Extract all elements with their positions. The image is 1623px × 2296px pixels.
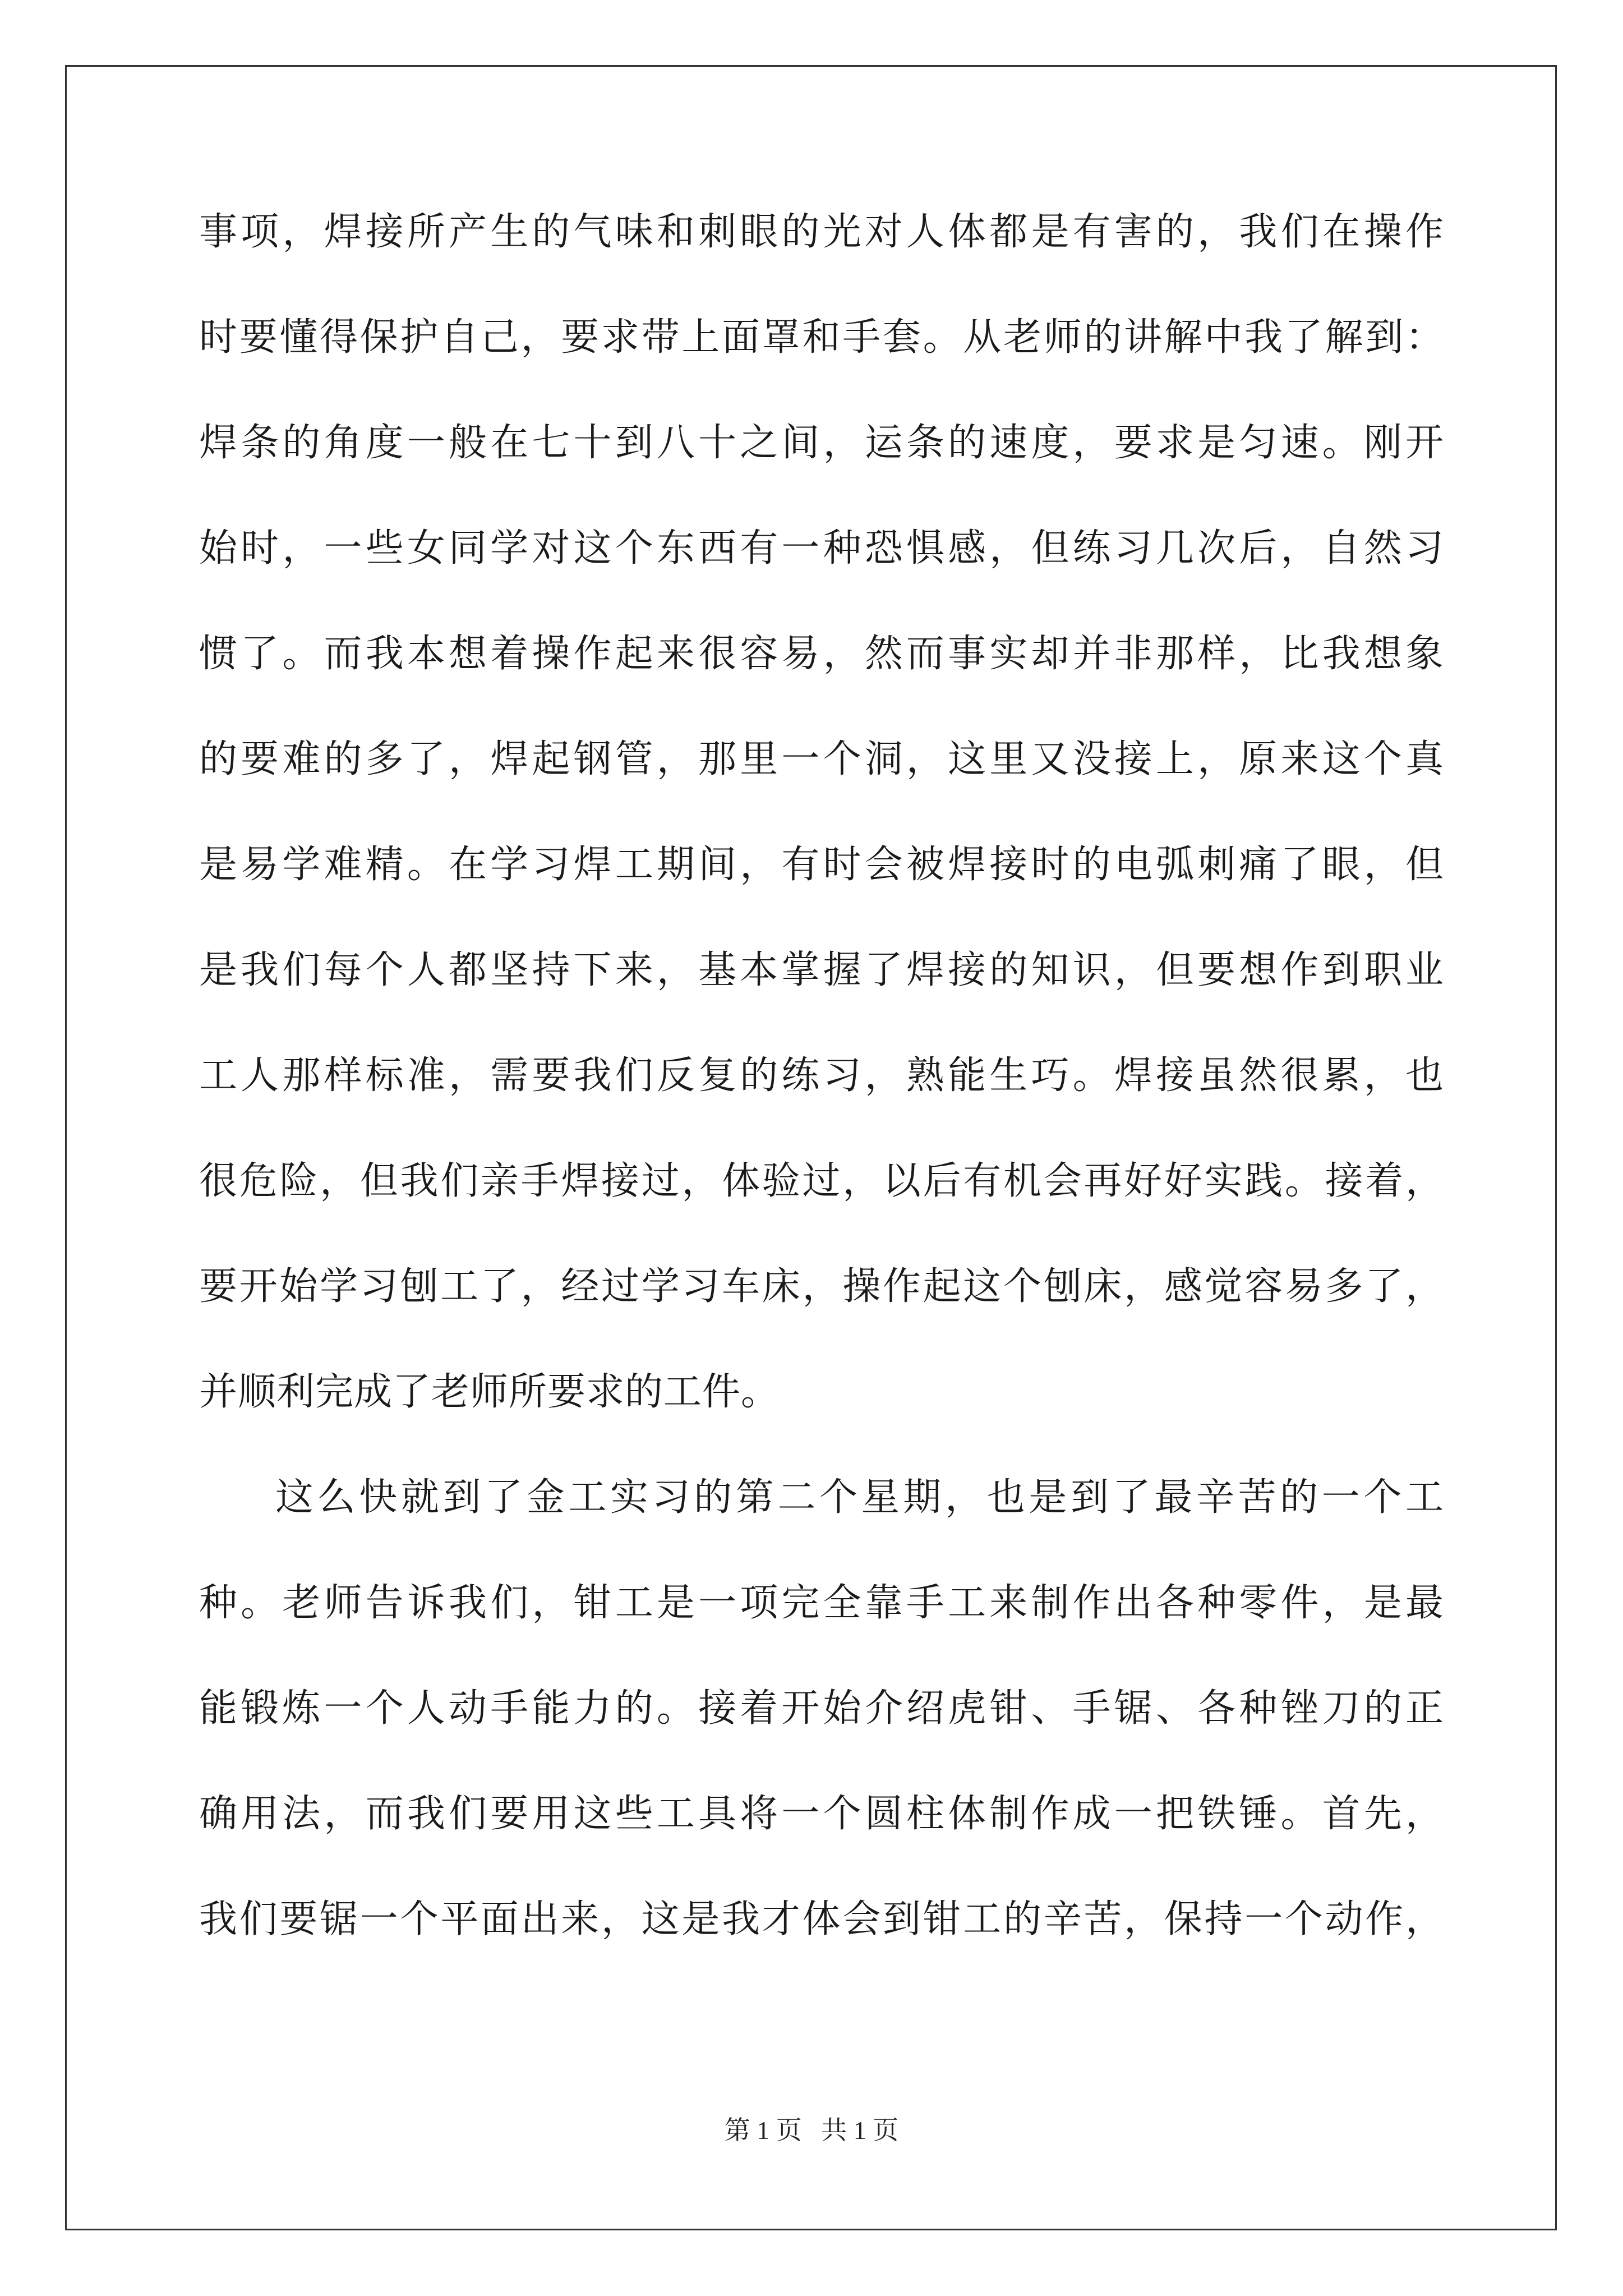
text-line: 时要懂得保护自己，要求带上面罩和手套。从老师的讲解中我了解到：	[199, 315, 1444, 360]
page-total: 共 1 页	[821, 2116, 899, 2145]
paragraph-start-line: 这么快就到了金工实习的第二个星期，也是到了最辛苦的一个工	[275, 1475, 1444, 1520]
paragraph-end-line: 并顺利完成了老师所要求的工件。	[199, 1370, 780, 1414]
text-line: 确用法，而我们要用这些工具将一个圆柱体制作成一把铁锤。首先，	[199, 1792, 1444, 1836]
text-line: 始时，一些女同学对这个东西有一种恐惧感，但练习几次后，自然习	[199, 526, 1444, 570]
text-line: 是易学难精。在学习焊工期间，有时会被焊接时的电弧刺痛了眼，但	[199, 843, 1444, 887]
text-line: 要开始学习刨工了，经过学习车床，操作起这个刨床，感觉容易多了，	[199, 1264, 1444, 1309]
text-line: 焊条的角度一般在七十到八十之间，运条的速度，要求是匀速。刚开	[199, 421, 1444, 465]
page-footer	[0, 2118, 1623, 2143]
text-line: 惯了。而我本想着操作起来很容易，然而事实却并非那样，比我想象	[199, 632, 1444, 676]
text-line: 我们要锯一个平面出来，这是我才体会到钳工的辛苦，保持一个动作，	[199, 1897, 1444, 1941]
text-line: 的要难的多了，焊起钢管，那里一个洞，这里又没接上，原来这个真	[199, 737, 1444, 781]
text-line: 事项，焊接所产生的气味和刺眼的光对人体都是有害的，我们在操作	[199, 210, 1444, 254]
text-line: 种。老师告诉我们，钳工是一项完全靠手工来制作出各种零件，是最	[199, 1581, 1444, 1625]
text-line: 是我们每个人都坚持下来，基本掌握了焊接的知识，但要想作到职业	[199, 948, 1444, 992]
document-body	[199, 210, 1444, 2006]
text-line: 很危险，但我们亲手焊接过，体验过，以后有机会再好好实践。接着，	[199, 1159, 1444, 1203]
page-number: 第 1 页	[724, 2116, 802, 2145]
text-line: 能锻炼一个人动手能力的。接着开始介绍虎钳、手锯、各种锉刀的正	[199, 1686, 1444, 1731]
text-line: 工人那样标准，需要我们反复的练习，熟能生巧。焊接虽然很累，也	[199, 1053, 1444, 1098]
